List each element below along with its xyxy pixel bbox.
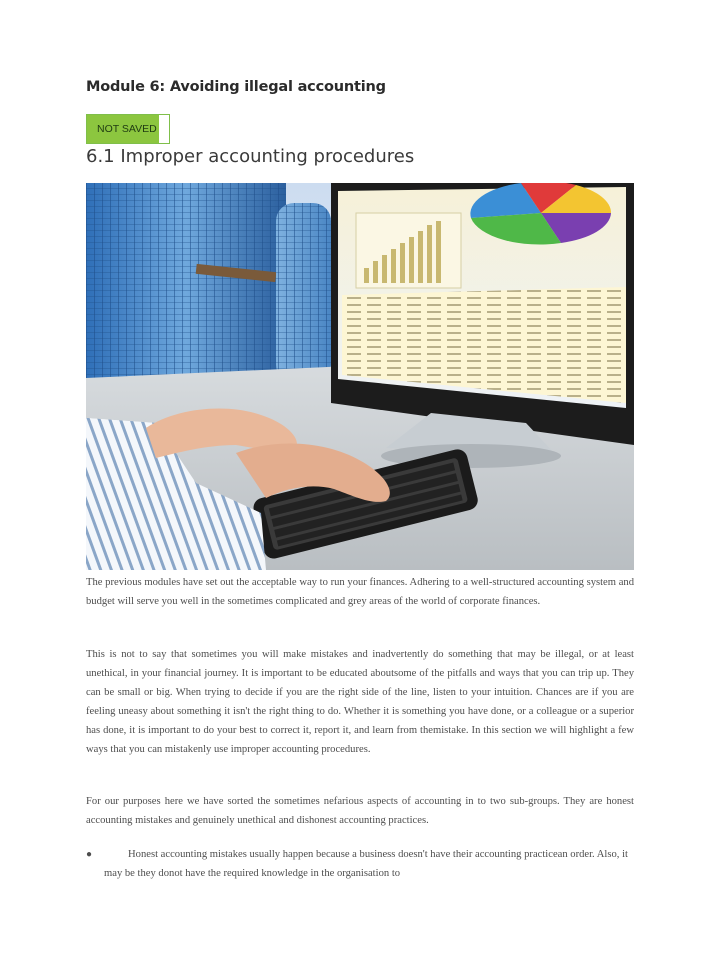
save-status-badge[interactable] xyxy=(86,114,170,144)
paragraph-3: For our purposes here we have sorted the sometimes nefarious aspects of accounting in to two sub-groups. They are honest accounting mistakes and genuinely unethical and dishonest accounting practices. xyxy=(86,796,634,826)
bullet-text: Honest accounting mistakes usually happen because a business doesn't have their accounting practicean order. Also, it may be they donot have the required knowledge in the organisation to xyxy=(104,849,628,879)
section-title: 6.1 Improper accounting procedures xyxy=(86,146,415,167)
hero-image xyxy=(86,183,634,570)
bullet-list-item xyxy=(86,845,634,883)
accounting-desk-illustration xyxy=(86,183,634,570)
save-status-label: NOT SAVED xyxy=(97,123,157,135)
bullet-dot-icon: ● xyxy=(86,849,93,860)
module-title: Module 6: Avoiding illegal accounting xyxy=(86,79,386,95)
paragraph-1: The previous modules have set out the acceptable way to run your finances. Adhering to a well-structured accounting system and budget will serve you well in the sometimes complicated and grey areas of the world of corporate finances. xyxy=(86,577,634,607)
paragraph-2: This is not to say that sometimes you will make mistakes and inadvertently do something that may be illegal, or at least unethical, in your financial journey. It is important to be educated aboutsome of the pitfalls and ways that you can trip up. They can be small or big. When trying to decide if you are the right side of the line, listen to your intuition. Chances are if you are feeling uneasy about something it isn't the right thing to do. Whether it is something you have done, or a colleague or a superior has done, it is important to do your best to correct it, report it, and learn from themistake. In this section we will highlight a few ways that you can mistakenly use improper accounting procedures. xyxy=(86,649,634,755)
